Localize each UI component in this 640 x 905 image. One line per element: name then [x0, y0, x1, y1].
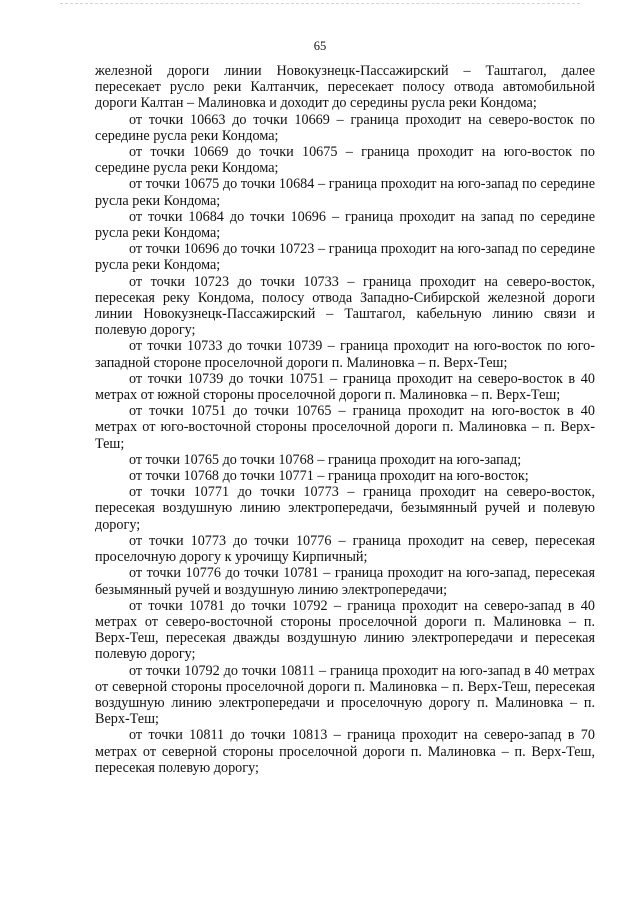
paragraph: от точки 10669 до точки 10675 – граница проходит на юго-восток по середине русла реки Кондома; [95, 144, 595, 177]
scan-edge-line [60, 3, 580, 6]
body-text [95, 63, 595, 776]
paragraph: от точки 10765 до точки 10768 – граница проходит на юго-запад; [129, 451, 522, 468]
paragraph: от точки 10776 до точки 10781 – граница проходит на юго-запад, пересекая безымянный ручей и воздушную линию электропередачи; [95, 565, 595, 598]
paragraph: от точки 10723 до точки 10733 – граница проходит на северо-восток, пересекая реку Кондома, полосу отвода Западно-Сибирской железной дороги линии Новокузнецк-Пассажирский – Таштагол, кабельную линию связи и полевую дорогу; [95, 273, 595, 339]
paragraph: от точки 10696 до точки 10723 – граница проходит на юго-запад по середине русла реки Кондома; [95, 241, 595, 274]
paragraph: от точки 10771 до точки 10773 – граница проходит на северо-восток, пересекая воздушную линию электропередачи, безымянный ручей и полевую дорогу; [95, 484, 595, 533]
paragraph: от точки 10684 до точки 10696 – граница проходит на запад по середине русла реки Кондома; [95, 208, 595, 242]
paragraph: от точки 10768 до точки 10771 – граница проходит на юго-восток; [129, 468, 529, 485]
paragraph: от точки 10811 до точки 10813 – граница проходит на северо-запад в 70 метрах от северной стороны проселочной дороги п. Малиновка – п. Верх-Теш, пересекая полевую дорогу; [95, 727, 595, 776]
paragraph: от точки 10773 до точки 10776 – граница проходит на север, пересекая проселочную дорогу к урочищу Кирпичный; [95, 532, 595, 566]
paragraph: железной дороги линии Новокузнецк-Пассажирский – Таштагол, далее пересекает русло реки Калтанчик, пересекает полосу отвода автомобильной дороги Калтан – Малиновка и доходит до середины русла реки Кондома; [95, 63, 595, 112]
page-number: 65 [313, 39, 327, 53]
paragraph: от точки 10751 до точки 10765 – граница проходит на юго-восток в 40 метрах от юго-восточной стороны проселочной дороги п. Малиновка – п. Верх-Теш; [95, 403, 595, 452]
paragraph: от точки 10739 до точки 10751 – граница проходит на северо-восток в 40 метрах от южной стороны проселочной дороги п. Малиновка – п. Верх-Теш; [95, 370, 595, 404]
paragraph: от точки 10781 до точки 10792 – граница проходит на северо-запад в 40 метрах от северо-восточной стороны проселочной дороги п. Малиновка – п. Верх-Теш, пересекая дважды воздушную линию электропередачи и пересекая полевую дорогу; [95, 597, 595, 663]
paragraph: от точки 10733 до точки 10739 – граница проходит на юго-восток по юго-западной стороне проселочной дороги п. Малиновка – п. Верх-Теш; [95, 338, 595, 371]
paragraph: от точки 10675 до точки 10684 – граница проходит на юго-запад по середине русла реки Кондома; [95, 176, 595, 209]
paragraph: от точки 10663 до точки 10669 – граница проходит на северо-восток по середине русла реки Кондома; [95, 111, 595, 144]
paragraph: от точки 10792 до точки 10811 – граница проходит на юго-запад в 40 метрах от северной стороны проселочной дороги п. Малиновка – п. Верх-Теш, пересекая воздушную линию электропередачи и проселочную дорогу п. Малиновка – п. Верх-Теш; [95, 662, 595, 728]
